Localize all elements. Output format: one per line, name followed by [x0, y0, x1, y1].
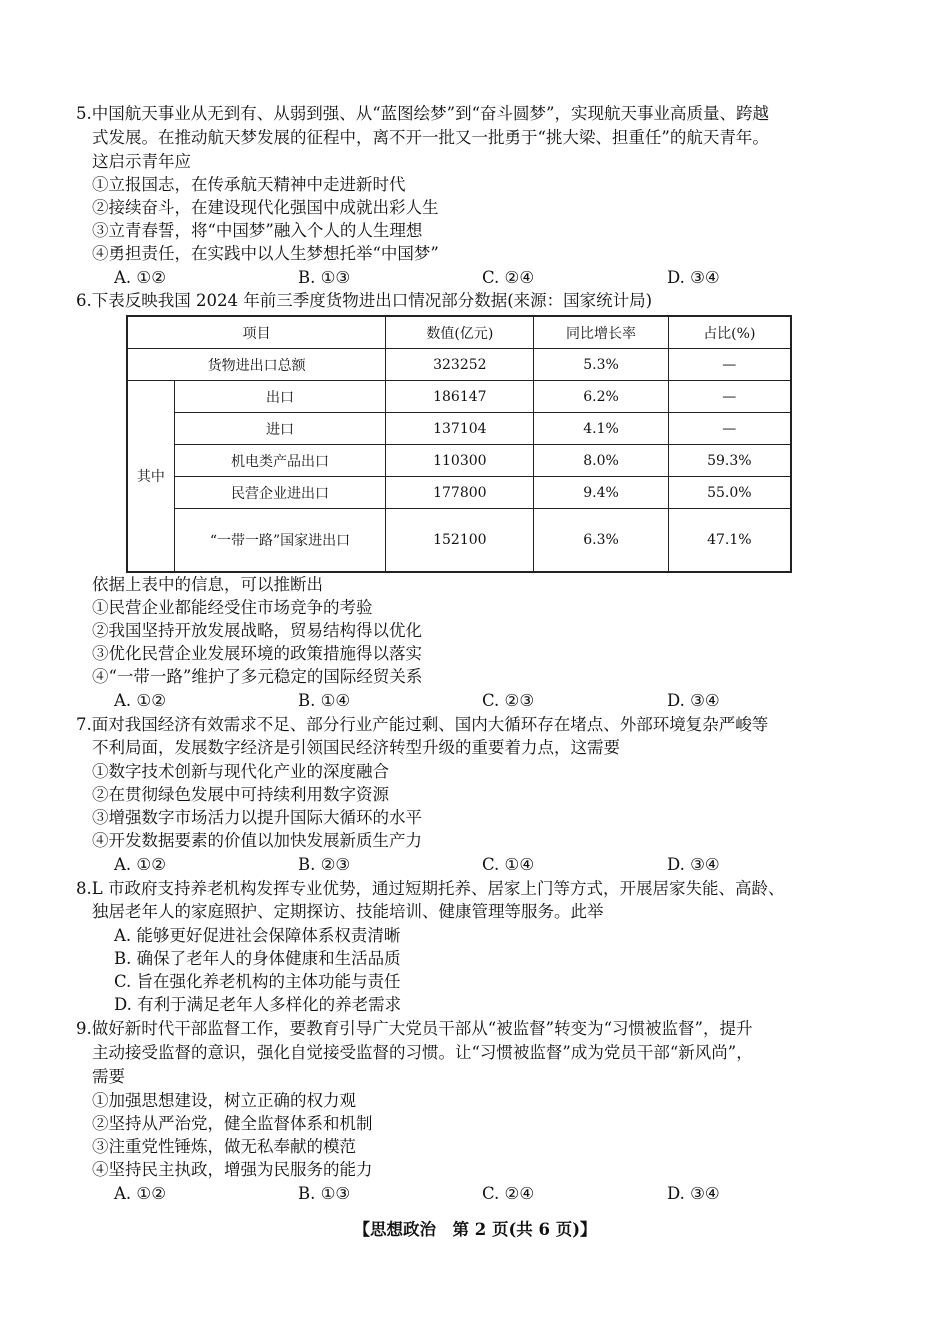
row-share: —: [668, 381, 791, 413]
q8-answer-b[interactable]: B. 确保了老年人的身体健康和生活品质: [114, 949, 401, 968]
row-label: 进口: [174, 413, 386, 445]
total-value: 323252: [386, 349, 534, 381]
q6-option-3: ③优化民营企业发展环境的政策措施得以落实: [92, 644, 422, 663]
header-growth: 同比增长率: [534, 316, 668, 349]
page-footer: 【思想政治 第 2 页(共 6 页)】: [353, 1220, 597, 1239]
q9-stem-line-3: 需要: [92, 1067, 125, 1086]
row-share: 55.0%: [668, 477, 791, 509]
q8-stem-line-2: 独居老年人的家庭照护、定期探访、技能培训、健康管理等服务。此举: [92, 902, 604, 921]
q9-choice-c[interactable]: C. ②④: [482, 1184, 535, 1203]
q5-option-4: ④勇担责任，在实践中以人生梦想托举“中国梦”: [92, 244, 439, 263]
table-row: [127, 413, 791, 445]
trade-data-table: [126, 315, 792, 573]
q5-choice-b[interactable]: B. ①③: [298, 268, 351, 287]
q6-option-2: ②我国坚持开放发展战略，贸易结构得以优化: [92, 621, 422, 640]
q7-option-2: ②在贯彻绿色发展中可持续利用数字资源: [92, 785, 389, 804]
q8-answer-c[interactable]: C. 旨在强化养老机构的主体功能与责任: [114, 972, 401, 991]
row-value: 177800: [386, 477, 534, 509]
q8-answer-d[interactable]: D. 有利于满足老年人多样化的养老需求: [114, 995, 402, 1014]
q7-choices: [0, 854, 950, 876]
q9-choice-d[interactable]: D. ③④: [667, 1184, 720, 1203]
q7-choice-c[interactable]: C. ①④: [482, 855, 535, 874]
row-share: —: [668, 413, 791, 445]
q7-stem-line-2: 不利局面，发展数字经济是引领国民经济转型升级的重要着力点，这需要: [92, 738, 620, 757]
q9-stem-line-1: 9.做好新时代干部监督工作，要教育引导广大党员干部从“被监督”转变为“习惯被监督”，提升: [76, 1019, 753, 1038]
q5-option-2: ②接续奋斗，在建设现代化强国中成就出彩人生: [92, 198, 439, 217]
q5-choice-a[interactable]: A. ①②: [114, 268, 166, 287]
q9-option-2: ②坚持从严治党，健全监督体系和机制: [92, 1114, 373, 1133]
row-value: 137104: [386, 413, 534, 445]
row-growth: 9.4%: [534, 477, 668, 509]
row-share: 59.3%: [668, 445, 791, 477]
header-item: 项目: [127, 316, 386, 349]
row-label: “一带一路”国家进出口: [174, 509, 386, 573]
q7-choice-d[interactable]: D. ③④: [667, 855, 720, 874]
table-header-row: [127, 316, 791, 349]
q6-inference-line: 依据上表中的信息，可以推断出: [92, 575, 323, 594]
row-label: 出口: [174, 381, 386, 413]
q6-choice-a[interactable]: A. ①②: [114, 691, 166, 710]
q7-option-4: ④开发数据要素的价值以加快发展新质生产力: [92, 831, 422, 850]
q5-option-3: ③立青春誓，将“中国梦”融入个人的人生理想: [92, 221, 423, 240]
q8-stem-line-1: 8.L 市政府支持养老机构发挥专业优势，通过短期托养、居家上门等方式，开展居家失能、高龄、: [76, 879, 785, 898]
q6-stem-line-1: 6.下表反映我国 2024 年前三季度货物进出口情况部分数据(来源：国家统计局): [76, 291, 653, 310]
q9-choices: [0, 1183, 950, 1205]
total-share: —: [668, 349, 791, 381]
row-growth: 6.3%: [534, 509, 668, 573]
row-value: 186147: [386, 381, 534, 413]
row-growth: 4.1%: [534, 413, 668, 445]
row-share: 47.1%: [668, 509, 791, 573]
q9-option-3: ③注重党性锤炼，做无私奉献的模范: [92, 1137, 356, 1156]
header-share: 占比(%): [668, 316, 791, 349]
q5-stem-line-2: 式发展。在推动航天梦发展的征程中，离不开一批又一批勇于“挑大梁、担重任”的航天青年。: [92, 128, 769, 147]
q6-option-4: ④“一带一路”维护了多元稳定的国际经贸关系: [92, 667, 423, 686]
q5-choice-c[interactable]: C. ②④: [482, 268, 535, 287]
q8-answer-a[interactable]: A. 能够更好促进社会保障体系权责清晰: [114, 926, 401, 945]
table-row: [127, 477, 791, 509]
row-label: 民营企业进出口: [174, 477, 386, 509]
table-row: [127, 381, 791, 413]
q7-stem-line-1: 7.面对我国经济有效需求不足、部分行业产能过剩、国内大循环存在堵点、外部环境复杂严峻等: [76, 715, 769, 734]
row-growth: 6.2%: [534, 381, 668, 413]
q5-choices: [0, 267, 950, 289]
q5-stem-line-1: 5.中国航天事业从无到有、从弱到强、从“蓝图绘梦”到“奋斗圆梦”，实现航天事业高质量、跨越: [76, 104, 769, 123]
q6-choice-c[interactable]: C. ②③: [482, 691, 535, 710]
q5-choice-d[interactable]: D. ③④: [667, 268, 720, 287]
header-value: 数值(亿元): [386, 316, 534, 349]
q9-option-1: ①加强思想建设，树立正确的权力观: [92, 1091, 356, 1110]
q5-stem-line-3: 这启示青年应: [92, 152, 191, 171]
total-growth: 5.3%: [534, 349, 668, 381]
table-row-total: [127, 349, 791, 381]
q9-choice-a[interactable]: A. ①②: [114, 1184, 166, 1203]
total-label: 货物进出口总额: [127, 349, 386, 381]
row-growth: 8.0%: [534, 445, 668, 477]
group-label: 其中: [127, 381, 174, 573]
q6-choice-b[interactable]: B. ①④: [298, 691, 351, 710]
table-row: [127, 445, 791, 477]
q7-option-3: ③增强数字市场活力以提升国际大循环的水平: [92, 808, 422, 827]
q6-option-1: ①民营企业都能经受住市场竞争的考验: [92, 598, 373, 617]
table-row: [127, 509, 791, 573]
q5-option-1: ①立报国志，在传承航天精神中走进新时代: [92, 175, 406, 194]
row-label: 机电类产品出口: [174, 445, 386, 477]
q7-option-1: ①数字技术创新与现代化产业的深度融合: [92, 762, 389, 781]
row-value: 110300: [386, 445, 534, 477]
q7-choice-b[interactable]: B. ②③: [298, 855, 351, 874]
q6-choices: [0, 690, 950, 712]
q6-choice-d[interactable]: D. ③④: [667, 691, 720, 710]
q7-choice-a[interactable]: A. ①②: [114, 855, 166, 874]
row-value: 152100: [386, 509, 534, 573]
q9-stem-line-2: 主动接受监督的意识，强化自觉接受监督的习惯。让“习惯被监督”成为党员干部“新风尚”，: [92, 1043, 753, 1062]
q9-choice-b[interactable]: B. ①③: [298, 1184, 351, 1203]
q9-option-4: ④坚持民主执政，增强为民服务的能力: [92, 1160, 373, 1179]
